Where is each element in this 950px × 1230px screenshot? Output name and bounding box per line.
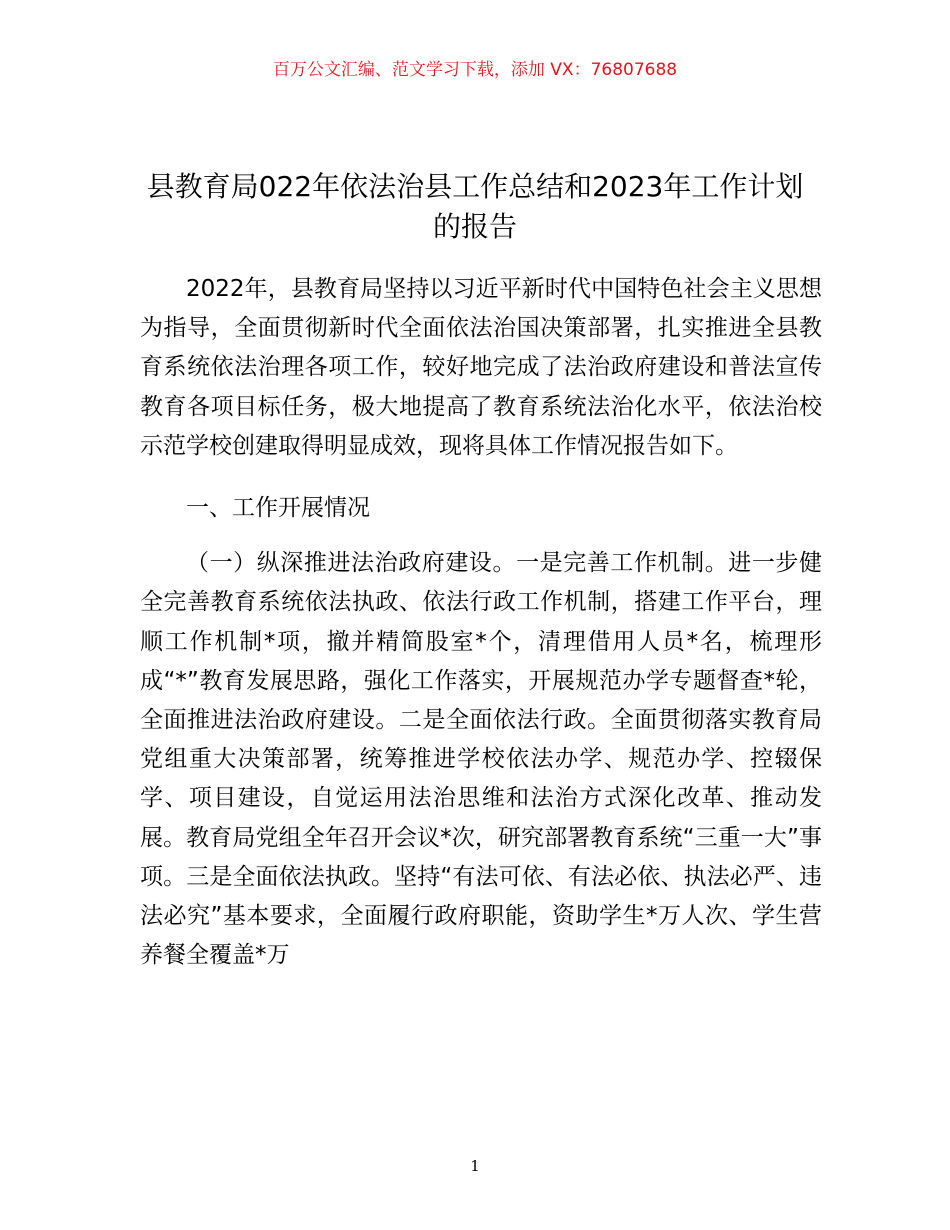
document-title: 县教育局022年依法治县工作总结和2023年工作计划的报告 <box>146 170 804 243</box>
document-body <box>140 270 822 975</box>
intro-paragraph: 2022年，县教育局坚持以习近平新时代中国特色社会主义思想为指导，全面贯彻新时代全面依法治国决策部署，扎实推进全县教育系统依法治理各项工作，较好地完成了法治政府建设和普法宣传教育各项目标任务，极大地提高了教育系统法治化水平，依法治校示范学校创建取得明显成效，现将具体工作情况报告如下。 <box>140 276 822 459</box>
section-heading: 一、工作开展情况 <box>186 495 370 522</box>
section-paragraph: （一）纵深推进法治政府建设。一是完善工作机制。进一步健全完善教育系统依法执政、依法行政工作机制，搭建工作平台，理顺工作机制*项，撤并精简股室*个，清理借用人员*名，梳理形成“*”教育发展思路，强化工作落实，开展规范办学专题督查*轮，全面推进法治政府建设。二是全面依法行政。全面贯彻落实教育局党组重大决策部署，统筹推进学校依法办学、规范办学、控辍保学、项目建设，自觉运用法治思维和法治方式深化改革、推动发展。教育局党组全年召开会议*次，研究部署教育系统“三重一大”事项。三是全面依法执政。坚持“有法可依、有法必依、执法必严、违法必究”基本要求，全面履行政府职能，资助学生*万人次、学生营养餐全覆盖*万 <box>140 550 822 969</box>
watermark-header: 百万公文汇编、范文学习下载，添加 VX：76807688 <box>272 60 678 80</box>
page-number: 1 <box>470 1157 480 1175</box>
